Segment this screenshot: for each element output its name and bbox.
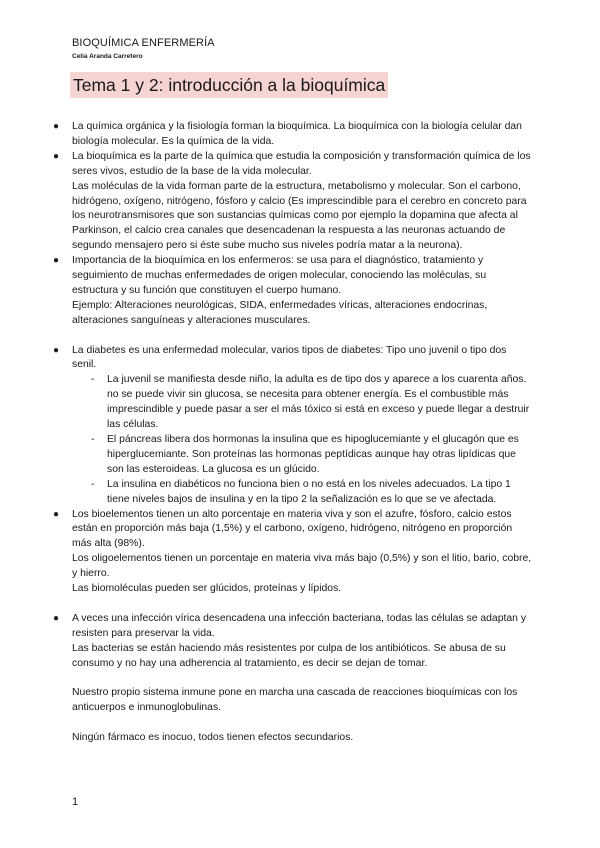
sub-list-item [91,433,532,478]
bullet-icon: ● [53,150,60,162]
paragraph: Las biomoléculas pueden ser glúcidos, proteínas y lípidos. [72,583,342,595]
paragraph: Importancia de la bioquímica en los enfermeros: se usa para el diagnóstico, tratamiento y seguimiento de muchas enfermedades de origen molecular, conociendo las moléculas, su estructura y su función que constituyen el cuerpo humano. [72,255,487,296]
bullet-icon: ● [53,508,60,520]
list-item [53,150,532,254]
list-item [53,120,532,150]
bullet-icon: ● [53,344,60,356]
paragraph: Los bioelementos tienen un alto porcentaje en materia viva y son el azufre, fósforo, calcio estos están en proporción más baja (1,5%) y el carbono, oxígeno, hidrógeno, nitrógeno en proporción más alta (98%). [72,508,513,550]
paragraph: La insulina en diabéticos no funciona bien o no está en los niveles adecuados. La tipo 1 tiene niveles bajos de insulina y en la tipo 2 la señalización es lo que se ve afectada. [107,478,511,505]
document-header-title: BIOQUÍMICA ENFERMERÍA [72,37,215,49]
dash-icon: - [91,374,95,386]
paragraph: Ningún fármaco es inocuo, todos tienen efectos secundarios. [72,732,354,744]
dash-icon: - [91,434,95,446]
document-body [53,120,532,746]
paragraph: La bioquímica es la parte de la química que estudia la composición y transformación química de los seres vivos, estudio de la base de la vida molecular. [72,150,531,177]
paragraph: La diabetes es una enfermedad molecular, varios tipos de diabetes: Tipo uno juvenil o tipo dos senil. [72,344,507,371]
paragraph: A veces una infección vírica desencadena una infección bacteriana, todas las células se adaptan y resisten para preservar la vida. [72,612,527,639]
sub-list-item [91,373,532,433]
sub-list-item [91,478,532,508]
paragraph: Ejemplo: Alteraciones neurológicas, SIDA, enfermedades víricas, alteraciones endocrinas, alteraciones sanguíneas y alteraciones musculares. [72,299,488,326]
document-author: Celia Aranda Carretero [72,53,143,60]
paragraph: El páncreas libera dos hormonas la insulina que es hipoglucemiante y el glucagón que es hiperglucemiante. Son proteínas las hormonas peptídicas aunque hay otras lipídicas que son las esteroideas. La glucosa es un glúcido. [107,434,519,475]
bullet-icon: ● [53,121,60,132]
paragraph: Las moléculas de la vida forman parte de la estructura, metabolismo y molecular. Son el carbono, hidrógeno, oxígeno, nitrógeno, fósforo y calcio (Es imprescindible para el cerebro en concreto para los neurotransmisores que son sustancias químicas como por ejemplo la dopamina que afecta al Parkinson, el calcio crea canales que desencadenan la respuesta a las neuronas actuando de segundo mensajero pero si éste sube mucho sus niveles podría matar a la neurona). [72,180,527,252]
paragraph: Las bacterias se están haciendo más resistentes por culpa de los antibióticos. Se abusa de su consumo y no hay una adherencia al tratamiento, es decir se dejan de tomar. [72,642,506,669]
page-title: Tema 1 y 2: introducción a la bioquímica [70,72,388,98]
bullet-icon: ● [53,612,60,624]
list-item [53,254,532,329]
dash-icon: - [91,478,95,490]
paragraph: La química orgánica y la fisiología forman la bioquímica. La bioquímica con la biología celular dan biología molecular. Es la química de la vida. [72,121,522,147]
paragraph: La juvenil se manifiesta desde niño, la adulta es de tipo dos y aparece a los cuarenta años. no se puede vivir sin glucosa, se necesita para obtener energía. Es el combustible más imprescindible y puede pasar a ser el más tóxico si está en exceso y puede llegar a destruir las células. [107,374,530,431]
list-item [53,612,532,672]
page-number: 1 [72,796,79,808]
bullet-icon: ● [53,255,60,267]
paragraph: Nuestro propio sistema inmune pone en marcha una cascada de reacciones bioquímicas con los anticuerpos e inmunoglobulinas. [72,687,518,714]
list-item [53,508,532,597]
list-item [53,344,532,508]
paragraph: Los oligoelementos tienen un porcentaje en materia viva más bajo (0,5%) y son el litio, bario, cobre, y hierro. [72,553,532,580]
